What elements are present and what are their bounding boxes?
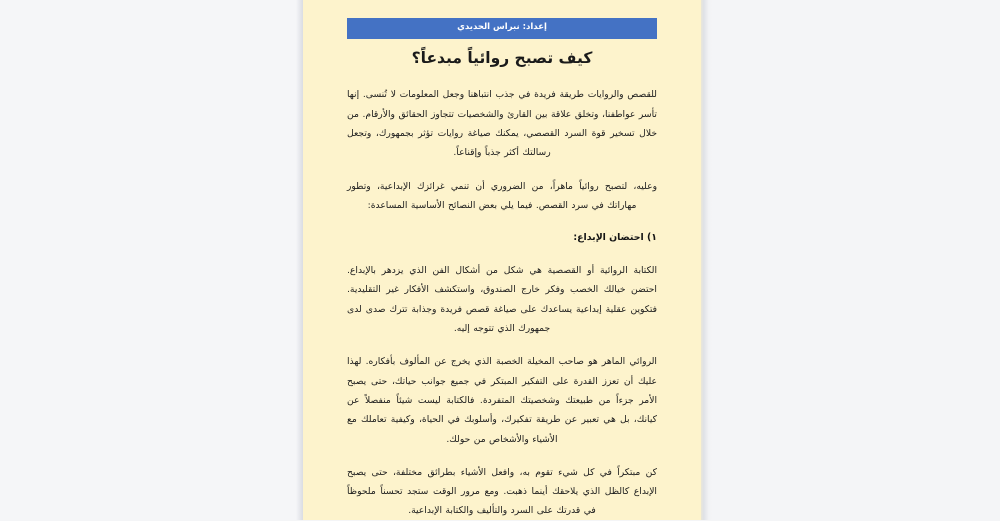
section-1-paragraph-3: كن مبتكراً في كل شيء تقوم به، وافعل الأشياء بطرائق مختلفة، حتى يصبح الإبداع كالظل الذي يلاحقك أينما ذهبت. ومع مرور الوقت ستجد تحسناً ملحوظاً في قدرتك على السرد والتأليف والكتابة الإبداعية. bbox=[347, 466, 657, 517]
left-gutter bbox=[0, 0, 302, 520]
document-page bbox=[303, 0, 701, 520]
intro-paragraph-1: للقصص والروايات طريقة فريدة في جذب انتباهنا وجعل المعلومات لا تُنسى. إنها تأسر عواطفنا، وتخلق علاقة بين القارئ والشخصيات تتجاوز الحقائق والأرقام. من خلال تسخير قوة السرد القصصي، يمكنك صياغة روايات تؤثر بجمهورك، وتجعل رسالتك أكثر جذباً وإقناعاً. bbox=[347, 89, 657, 159]
section-heading-1: ١) احتضان الإبداع: bbox=[573, 232, 657, 244]
page-content bbox=[303, 0, 701, 521]
page-title: كيف تصبح روائياً مبدعاً؟ bbox=[411, 48, 593, 67]
section-1-paragraph-2: الروائي الماهر هو صاحب المخيلة الخصبة الذي يخرج عن المألوف بأفكاره. لهذا عليك أن تعزز القدرة على التفكير المبتكر في جميع جوانب حياتك، حتى يصبح الأمر جزءاً من طبيعتك وشخصيتك المتفردة. فالكتابة ليست شيئاً منفصلاً عن كيانك، بل هي تعبير عن طريقة تفكيرك، وأسلوبك في الحياة، وكيفية تعاملك مع الأشياء والأشخاص من حولك. bbox=[347, 356, 657, 445]
section-1-paragraph-1: الكتابة الروائية أو القصصية هي شكل من أشكال الفن الذي يزدهر بالإبداع. احتضن خيالك الخصب وفكر خارج الصندوق، واستكشف الأفكار غير التقليدية. فتكوين عقلية إبداعية يساعدك على صياغة قصص فريدة وجذابة تترك صدى لدى جمهورك الذي تتوجه إليه. bbox=[347, 265, 657, 334]
intro-paragraph-2: وعليه، لتصبح روائياً ماهراً، من الضروري أن تنمي غرائزك الإبداعية، وتطور مهاراتك في سرد القصص. فيما يلي بعض النصائح الأساسية المساعدة: bbox=[347, 180, 657, 211]
author-banner: إعداد: نبراس الحديدي bbox=[347, 18, 657, 39]
